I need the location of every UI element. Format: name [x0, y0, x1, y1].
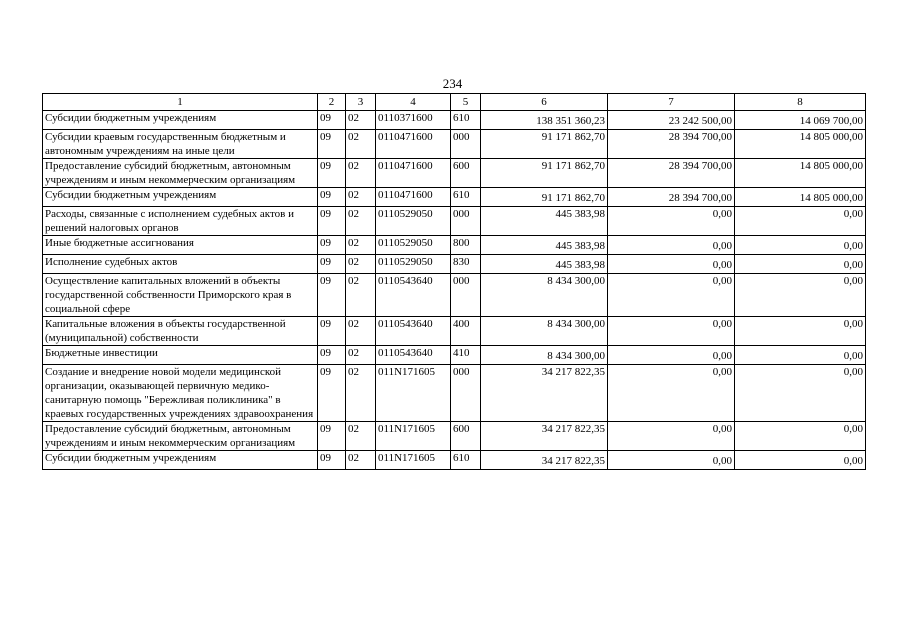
row-amount-8: 0,00	[735, 365, 866, 422]
row-expense-type: 610	[451, 111, 481, 130]
row-target-code: 0110529050	[376, 236, 451, 255]
row-target-code: 0110543640	[376, 317, 451, 346]
table-row	[43, 317, 866, 346]
header-col-7: 7	[608, 94, 735, 111]
table-row	[43, 159, 866, 188]
row-amount-6: 91 171 862,70	[481, 188, 608, 207]
row-amount-6: 34 217 822,35	[481, 422, 608, 451]
row-expense-type: 610	[451, 451, 481, 470]
row-name: Бюджетные инвестиции	[43, 346, 318, 365]
row-section: 09	[318, 111, 346, 130]
table-row	[43, 111, 866, 130]
row-amount-7: 28 394 700,00	[608, 159, 735, 188]
header-col-1: 1	[43, 94, 318, 111]
row-subsection: 02	[346, 159, 376, 188]
row-expense-type: 000	[451, 207, 481, 236]
row-amount-6: 8 434 300,00	[481, 317, 608, 346]
row-amount-8: 0,00	[735, 274, 866, 317]
row-subsection: 02	[346, 255, 376, 274]
row-target-code: 0110529050	[376, 207, 451, 236]
row-amount-7: 0,00	[608, 346, 735, 365]
row-expense-type: 410	[451, 346, 481, 365]
row-amount-7: 0,00	[608, 207, 735, 236]
row-amount-8: 0,00	[735, 422, 866, 451]
row-target-code: 0110543640	[376, 274, 451, 317]
row-section: 09	[318, 236, 346, 255]
row-target-code: 0110371600	[376, 111, 451, 130]
row-amount-6: 91 171 862,70	[481, 130, 608, 159]
row-amount-7: 0,00	[608, 451, 735, 470]
table-row	[43, 236, 866, 255]
row-subsection: 02	[346, 317, 376, 346]
row-name: Расходы, связанные с исполнением судебных актов и решений налоговых органов	[43, 207, 318, 236]
row-section: 09	[318, 422, 346, 451]
row-amount-7: 0,00	[608, 365, 735, 422]
row-expense-type: 000	[451, 274, 481, 317]
row-target-code: 0110471600	[376, 159, 451, 188]
row-name: Осуществление капитальных вложений в объекты государственной собственности Приморского края в социальной сфере	[43, 274, 318, 317]
table-row	[43, 365, 866, 422]
row-section: 09	[318, 188, 346, 207]
row-section: 09	[318, 346, 346, 365]
row-name: Предоставление субсидий бюджетным, автономным учреждениям и иным некоммерческим организациям	[43, 422, 318, 451]
row-subsection: 02	[346, 274, 376, 317]
row-amount-6: 445 383,98	[481, 207, 608, 236]
row-subsection: 02	[346, 207, 376, 236]
header-col-6: 6	[481, 94, 608, 111]
header-col-5: 5	[451, 94, 481, 111]
row-amount-6: 91 171 862,70	[481, 159, 608, 188]
row-subsection: 02	[346, 346, 376, 365]
row-target-code: 0110543640	[376, 346, 451, 365]
row-amount-6: 34 217 822,35	[481, 365, 608, 422]
row-target-code: 0110471600	[376, 188, 451, 207]
row-amount-8: 14 069 700,00	[735, 111, 866, 130]
table-row	[43, 188, 866, 207]
row-expense-type: 610	[451, 188, 481, 207]
table-row	[43, 255, 866, 274]
row-amount-7: 23 242 500,00	[608, 111, 735, 130]
row-amount-7: 28 394 700,00	[608, 130, 735, 159]
table-row	[43, 422, 866, 451]
row-subsection: 02	[346, 451, 376, 470]
page-number: 234	[442, 76, 463, 91]
row-amount-7: 0,00	[608, 317, 735, 346]
row-name: Субсидии бюджетным учреждениям	[43, 188, 318, 207]
header-col-8: 8	[735, 94, 866, 111]
row-target-code: 011N171605	[376, 365, 451, 422]
row-subsection: 02	[346, 188, 376, 207]
header-row	[43, 94, 866, 111]
row-amount-8: 0,00	[735, 207, 866, 236]
table-row	[43, 207, 866, 236]
header-col-3: 3	[346, 94, 376, 111]
table-row	[43, 130, 866, 159]
row-amount-8: 14 805 000,00	[735, 188, 866, 207]
row-amount-6: 8 434 300,00	[481, 346, 608, 365]
row-amount-8: 14 805 000,00	[735, 130, 866, 159]
row-expense-type: 600	[451, 159, 481, 188]
row-name: Субсидии бюджетным учреждениям	[43, 111, 318, 130]
row-section: 09	[318, 274, 346, 317]
row-section: 09	[318, 207, 346, 236]
row-expense-type: 830	[451, 255, 481, 274]
row-amount-7: 0,00	[608, 236, 735, 255]
row-amount-7: 0,00	[608, 255, 735, 274]
row-amount-7: 28 394 700,00	[608, 188, 735, 207]
row-expense-type: 600	[451, 422, 481, 451]
row-amount-8: 0,00	[735, 236, 866, 255]
row-amount-6: 8 434 300,00	[481, 274, 608, 317]
row-name: Иные бюджетные ассигнования	[43, 236, 318, 255]
row-amount-6: 34 217 822,35	[481, 451, 608, 470]
row-target-code: 0110529050	[376, 255, 451, 274]
row-amount-8: 0,00	[735, 255, 866, 274]
row-subsection: 02	[346, 422, 376, 451]
row-subsection: 02	[346, 130, 376, 159]
row-amount-7: 0,00	[608, 274, 735, 317]
row-amount-8: 0,00	[735, 451, 866, 470]
row-name: Капитальные вложения в объекты государственной (муниципальной) собственности	[43, 317, 318, 346]
row-name: Предоставление субсидий бюджетным, автономным учреждениям и иным некоммерческим организациям	[43, 159, 318, 188]
row-amount-7: 0,00	[608, 422, 735, 451]
row-name: Создание и внедрение новой модели медицинской организации, оказывающей первичную медико-санитарную помощь "Бережливая поликлиника" в краевых государственных учреждениях здравоохранения	[43, 365, 318, 422]
row-amount-8: 0,00	[735, 346, 866, 365]
budget-table	[42, 93, 866, 470]
row-subsection: 02	[346, 111, 376, 130]
row-expense-type: 800	[451, 236, 481, 255]
row-subsection: 02	[346, 365, 376, 422]
row-expense-type: 400	[451, 317, 481, 346]
row-target-code: 011N171605	[376, 451, 451, 470]
row-section: 09	[318, 130, 346, 159]
row-amount-6: 138 351 360,23	[481, 111, 608, 130]
row-target-code: 011N171605	[376, 422, 451, 451]
row-expense-type: 000	[451, 130, 481, 159]
row-amount-8: 14 805 000,00	[735, 159, 866, 188]
row-section: 09	[318, 255, 346, 274]
header-col-2: 2	[318, 94, 346, 111]
table-row	[43, 274, 866, 317]
row-target-code: 0110471600	[376, 130, 451, 159]
row-name: Субсидии бюджетным учреждениям	[43, 451, 318, 470]
table-row	[43, 346, 866, 365]
row-name: Субсидии краевым государственным бюджетным и автономным учреждениям на иные цели	[43, 130, 318, 159]
row-amount-6: 445 383,98	[481, 255, 608, 274]
row-section: 09	[318, 159, 346, 188]
row-section: 09	[318, 317, 346, 346]
row-expense-type: 000	[451, 365, 481, 422]
row-amount-6: 445 383,98	[481, 236, 608, 255]
row-name: Исполнение судебных актов	[43, 255, 318, 274]
row-section: 09	[318, 365, 346, 422]
table-row	[43, 451, 866, 470]
row-subsection: 02	[346, 236, 376, 255]
row-amount-8: 0,00	[735, 317, 866, 346]
row-section: 09	[318, 451, 346, 470]
header-col-4: 4	[376, 94, 451, 111]
